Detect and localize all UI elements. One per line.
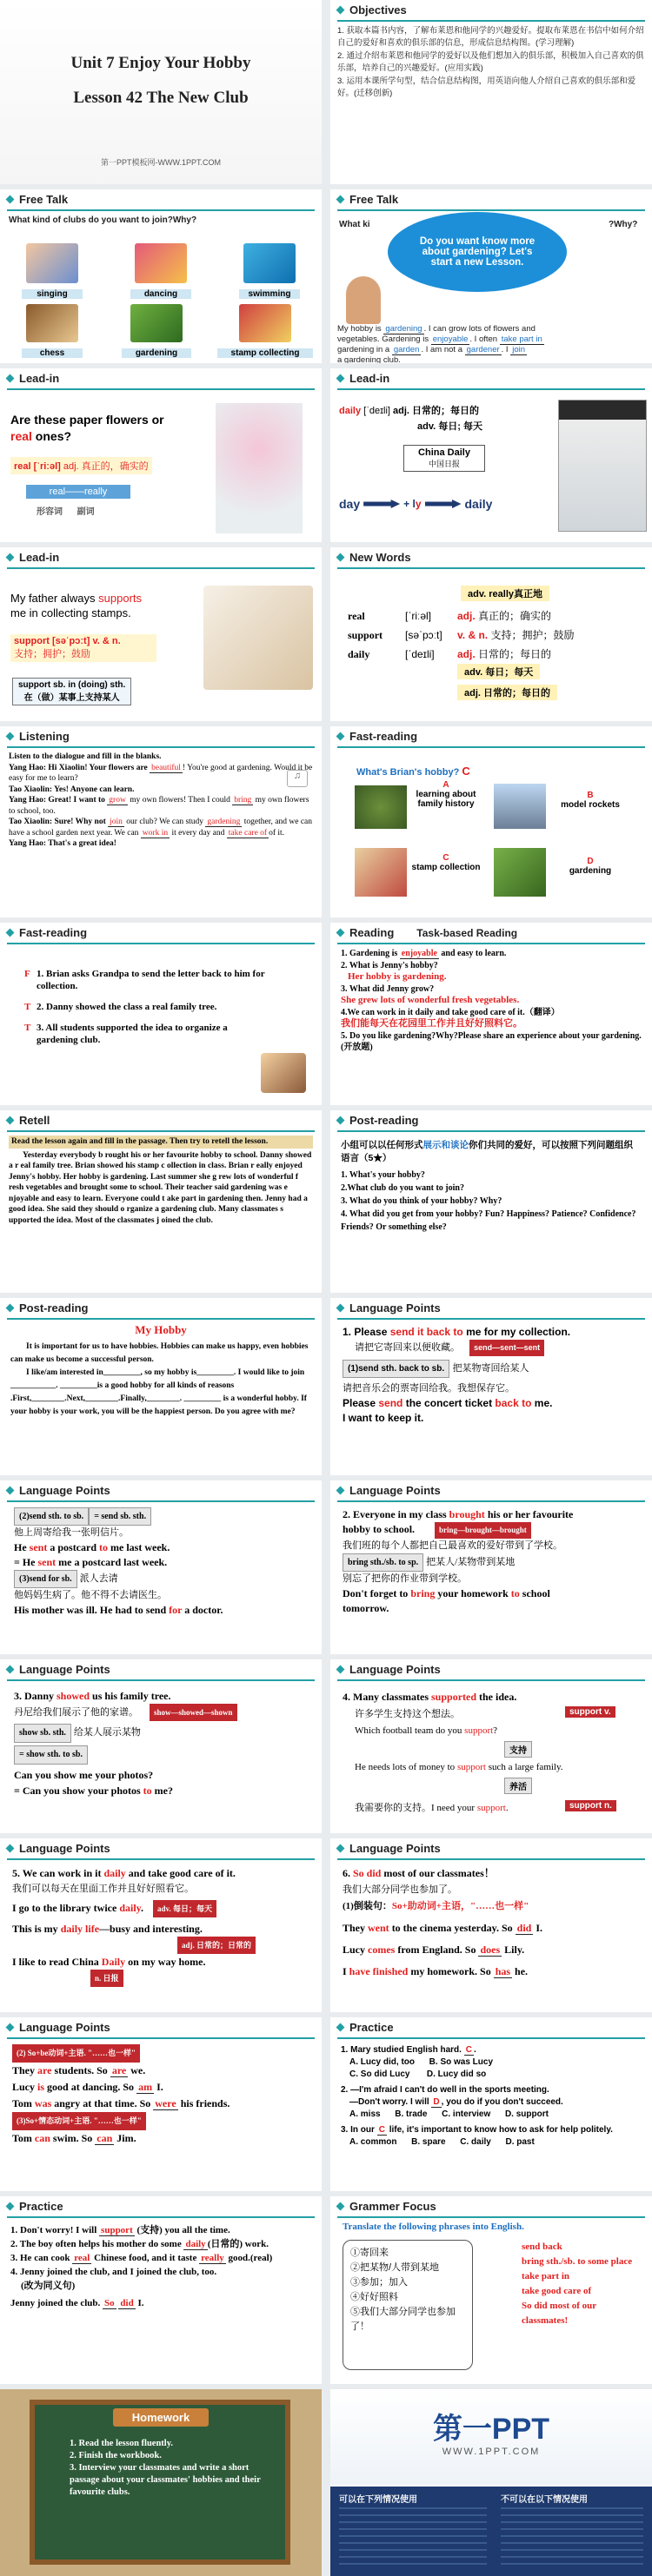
phrase-cn: ③参加；加入 bbox=[350, 2277, 408, 2288]
site-url: WWW.1PPT.COM bbox=[442, 2447, 541, 2457]
speech-bubble: Do you want know more about gardening? Let's start a new Lesson. bbox=[388, 212, 567, 292]
diamond-icon bbox=[6, 374, 15, 383]
diamond-icon bbox=[6, 1665, 15, 1674]
slide-heading: Language Points bbox=[349, 1301, 441, 1314]
answer: real bbox=[74, 2253, 90, 2263]
answer: 我们能每天在花园里工作并且好好照料它。 bbox=[341, 1018, 522, 1029]
slide-language-points-8: Language Points (2) So+be动词+主语. "……也一样" They are students. So are we. Lucy is good at dancing. So am I. Tom was angry at that time. So were his friends. (3)So+情态动词+主语. "……也一样" Tom can swim. So can Jim. bbox=[0, 2017, 322, 2191]
picture-c bbox=[355, 848, 407, 897]
answer: She grew lots of wonderful fresh vegetables. bbox=[341, 995, 520, 1005]
slide-heading: Practice bbox=[349, 2021, 394, 2034]
diamond-icon bbox=[336, 1487, 345, 1495]
dancing-picture bbox=[135, 243, 187, 283]
singing-picture bbox=[26, 243, 78, 283]
phrase-cn: ⑤我们大部分同学也参加了！ bbox=[350, 2307, 456, 2332]
translation: 别忘了把你的作业带到学校。 bbox=[343, 1573, 467, 1584]
objective-1: 1. 获取本篇书内容，了解布莱恩和他同学的兴趣爱好。提取布莱恩在书信中如何介绍自己的爱好和喜欢的俱乐部的信息，形成信息结构图。(学习理解) bbox=[337, 26, 644, 48]
option-letter: A bbox=[442, 780, 449, 790]
plus-l: + l bbox=[403, 498, 416, 510]
meaning-box: 养活 bbox=[504, 1778, 532, 1794]
phonetic: [ˈriːəl] bbox=[405, 610, 431, 622]
phrase-box: (2)send sth. to sb. bbox=[14, 1507, 89, 1526]
answer: did bbox=[120, 2298, 134, 2308]
question: What's Brian's hobby? bbox=[356, 767, 460, 778]
site-watermark: 第一PPT模板网-WWW.1PPT.COM bbox=[101, 158, 221, 167]
listening-instructions: Listen to the dialogue and fill in the blanks. bbox=[9, 752, 162, 761]
slide-heading: Language Points bbox=[349, 1842, 441, 1855]
slide-heading: Language Points bbox=[19, 2021, 110, 2034]
slide-language-points-5: Language Points 4. Many classmates supported the idea. support v. 许多学生支持这个想法。 Which football team do you support? 支持 He needs lots of money to support such a large family. 养活 我需要你的支持。I need your support. support n. bbox=[330, 1659, 652, 1833]
answer: gardening bbox=[207, 818, 241, 826]
slide-heading: Language Points bbox=[19, 1663, 110, 1676]
meaning-box: adv. 每日；每天 bbox=[153, 1900, 216, 1917]
diamond-icon bbox=[336, 1304, 345, 1313]
question-end: ?Why? bbox=[609, 220, 638, 229]
answer: D bbox=[433, 2097, 440, 2107]
answer: support bbox=[101, 2225, 133, 2235]
option-b: model rockets bbox=[561, 800, 620, 810]
option-letter: B bbox=[587, 791, 594, 800]
slide-heading: Free Talk bbox=[349, 193, 399, 206]
translation: 请把它寄回来以便收藏。 bbox=[355, 1342, 460, 1353]
diamond-icon bbox=[336, 374, 345, 383]
answer: grow bbox=[109, 796, 126, 805]
girl-picture bbox=[346, 276, 381, 324]
translation: 我们班的每个人都把自己最喜欢的爱好带到了学校。 bbox=[343, 1540, 562, 1551]
phrase-cn: 把某物寄回给某人 bbox=[452, 1363, 529, 1374]
option-letter: D bbox=[587, 857, 594, 866]
daily-adv: adv. 每日；每天 bbox=[457, 664, 540, 679]
slide-heading: Fast-reading bbox=[349, 730, 418, 743]
pos: v. & n. bbox=[457, 629, 489, 641]
slide-grammar-focus bbox=[330, 2196, 652, 2384]
site-logo: 第一PPT bbox=[432, 2413, 550, 2446]
slide-homework bbox=[0, 2389, 322, 2576]
statement: 3. All students supported the idea to organize a gardening club. bbox=[37, 1023, 228, 1045]
true-false-mark: F bbox=[24, 969, 30, 979]
answer: C bbox=[462, 765, 470, 778]
intro-highlight: 展示和谈论 bbox=[422, 1140, 469, 1150]
diamond-icon bbox=[6, 1116, 15, 1125]
answer: Her hobby is gardening. bbox=[348, 971, 447, 982]
phrase-cn: ④好好照料 bbox=[350, 2292, 398, 2302]
true-false-mark: T bbox=[24, 1023, 31, 1033]
slide-post-reading-2 bbox=[0, 1298, 322, 1475]
objective-3: 3. 运用本课所学句型，结合信息结构图，用英语向他人介绍自己喜欢的俱乐部和爱好。(迁移创新) bbox=[337, 76, 636, 98]
usage-forbidden: 不可以在以下情况使用 bbox=[501, 2495, 588, 2505]
real-really-arrow: real——really bbox=[26, 485, 130, 499]
meaning: 日常的；每日的 bbox=[478, 648, 552, 660]
slide-heading: Grammer Focus bbox=[349, 2200, 436, 2213]
diamond-icon bbox=[336, 2023, 345, 2032]
flowers-picture bbox=[216, 403, 303, 533]
label-singing: singing bbox=[22, 289, 83, 299]
blank-enjoyable: enjoyable bbox=[432, 334, 469, 344]
essay-title: My Hobby bbox=[135, 1323, 187, 1336]
question: 4.We can work in it daily and take good care of it.（翻译） bbox=[341, 1007, 560, 1017]
phrase: support sb. in (doing) sth. bbox=[18, 680, 126, 690]
daily-adj: adj. 日常的；每日的 bbox=[457, 685, 557, 700]
phrase-box: (1)send sth. back to sb. bbox=[343, 1360, 449, 1378]
true-false-mark: T bbox=[24, 1002, 31, 1012]
pronunciation: real [ˈriːəl] bbox=[14, 461, 61, 472]
picture-a bbox=[355, 785, 407, 829]
label-stamp-collecting: stamp collecting bbox=[217, 348, 313, 358]
answer: C bbox=[465, 2045, 472, 2055]
diamond-icon bbox=[6, 929, 15, 937]
diamond-icon bbox=[6, 1487, 15, 1495]
part-of-speech: 形容词 副词 bbox=[37, 507, 95, 517]
slide-heading: Reading bbox=[349, 926, 395, 939]
blank-gardener: gardener bbox=[466, 345, 500, 354]
verb-forms-box: show—showed—shown bbox=[150, 1704, 237, 1721]
rule-box: (2) So+be动词+主语. "……也一样" bbox=[12, 2044, 140, 2063]
slide-language-points-4: Language Points 3. Danny showed us his family tree. 丹尼给我们展示了他的家谱。 show—showed—shown show sb. sth. 给某人展示某物 = show sth. to sb. Can you show me your photos? = Can you show your photos to me? bbox=[0, 1659, 322, 1833]
intro-part-2: 你们共同的爱好，可以按照下列问题组织语言（5★） bbox=[341, 1140, 633, 1163]
diamond-icon bbox=[336, 195, 345, 204]
slide-language-points-2: Language Points (2)send sth. to sb.= send sb. sth. 他上周寄给我一张明信片。 He sent a postcard to me last week. = He sent me a postcard last week. (3)send for sb. 派人去请 他妈妈生病了。他不得不去请医生。 His mother was ill. He had to send for a doctor. bbox=[0, 1480, 322, 1654]
slide-post-reading-1 bbox=[330, 1110, 652, 1293]
phrase-en: take part in bbox=[522, 2271, 569, 2281]
blank-garden: garden bbox=[393, 345, 420, 354]
phrase-box: (3)send for sb. bbox=[14, 1570, 77, 1588]
dialogue-line: Tao Xiaolin: Yes! Anyone can learn. bbox=[9, 785, 135, 794]
definition-adj: adj. 日常的；每日的 bbox=[393, 406, 480, 416]
definition: adj. 真正的，确实的 bbox=[63, 461, 149, 472]
diamond-icon bbox=[336, 1844, 345, 1853]
slide-heading: Objectives bbox=[349, 3, 407, 17]
usage-lines bbox=[339, 2507, 487, 2568]
answer: C bbox=[378, 2125, 385, 2135]
answer: join bbox=[110, 818, 123, 826]
answer: beautiful bbox=[151, 763, 181, 772]
translation: 他妈妈生病了。他不得不去请医生。 bbox=[14, 1590, 167, 1600]
part-of-speech-box: support v. bbox=[565, 1706, 615, 1718]
phrase-en: bring sth./sb. to some place bbox=[522, 2256, 633, 2267]
sentence-part-1: My father always bbox=[10, 592, 99, 605]
slide-language-points-3: Language Points 2. Everyone in my class brought his or her favourite hobby to school. bring—brought—brought 我们班的每个人都把自己最喜欢的爱好带到了学校。 bring sth./sb. to sp. 把某人/某物带到某地 别忘了把你的作业带到学校。 Don't forget to bring your homework to school tomorrow. bbox=[330, 1480, 652, 1654]
answer: So bbox=[104, 2298, 115, 2308]
slide-heading: New Words bbox=[349, 551, 411, 564]
phonetic: [səˈpɔːt] bbox=[405, 629, 442, 641]
definition-adv: adv. 每日; 每天 bbox=[417, 421, 482, 432]
speaker-icon[interactable]: ♫ bbox=[287, 770, 308, 787]
label-gardening: gardening bbox=[122, 348, 191, 358]
slide-heading: Language Points bbox=[349, 1484, 441, 1497]
verb-forms-box: send—sent—sent bbox=[469, 1340, 544, 1356]
cartoon-picture bbox=[261, 1053, 306, 1093]
slide-language-points-7: Language Points 6. So did most of our classmates！ 我们大部分同学也参加了。 (1)倒装句：So+助动词+主语，"……也一样" They went to the cinema yesterday. So did I. Lucy comes from England. So does Lily. I have finished my homework. So has he. bbox=[330, 1838, 652, 2012]
question-part-1: Are these paper flowers or bbox=[10, 413, 164, 427]
intro-part-1: 小组可以以任何形式 bbox=[341, 1140, 423, 1150]
option-letter: C bbox=[442, 853, 449, 863]
really-definition: adv. really真正地 bbox=[461, 586, 549, 601]
label-chess: chess bbox=[22, 348, 83, 358]
answer: enjoyable bbox=[401, 949, 437, 958]
dialogue-line: Yang Hao: That's a great idea! bbox=[9, 839, 116, 848]
newspaper-picture bbox=[558, 400, 647, 532]
instructions: Translate the following phrases into English. bbox=[343, 2222, 524, 2232]
verb-forms-box: bring—brought—brought bbox=[435, 1522, 531, 1539]
word-supports: supports bbox=[98, 592, 143, 605]
word-day: day bbox=[339, 497, 361, 511]
slide-heading: Listening bbox=[19, 730, 70, 743]
slide-heading: Free Talk bbox=[19, 193, 69, 206]
option-a: learning about family history bbox=[416, 790, 476, 809]
paper-name: China Daily bbox=[418, 447, 470, 458]
meaning-box: n. 日报 bbox=[90, 1970, 123, 1987]
pronunciation: [ˈdeɪli] bbox=[361, 406, 394, 416]
diamond-icon bbox=[336, 553, 345, 562]
diamond-icon bbox=[336, 6, 345, 15]
meaning-box: 支持 bbox=[504, 1741, 532, 1758]
slide-title bbox=[0, 0, 322, 184]
question: What kind of clubs do you want to join?Why? bbox=[9, 215, 197, 225]
highlight: send it back to bbox=[389, 1326, 463, 1338]
slide-lead-in-daily bbox=[330, 368, 652, 542]
question-real: real bbox=[10, 429, 32, 443]
sentence-part-2: me in collecting stamps. bbox=[10, 606, 131, 619]
meaning: 真正的；确实的 bbox=[478, 610, 552, 622]
slide-practice-2: Practice 1. Don't worry! I will support (支持) you all the time. 2. The boy often helps his mother do some daily (日常的) work. 3. He can cook real Chinese food, and it taste really good.(real) 4. Jenny joined the club, and I joined the club, too. (改为同义句) Jenny joined the club. So did I. bbox=[0, 2196, 322, 2384]
diamond-icon bbox=[336, 1665, 345, 1674]
definition: 支持；拥护；鼓励 bbox=[14, 649, 90, 659]
answer: really bbox=[201, 2253, 224, 2263]
part-of-speech-box: support n. bbox=[565, 1800, 616, 1811]
word: support bbox=[348, 629, 383, 641]
diamond-icon bbox=[6, 195, 15, 204]
slide-heading: Fast-reading bbox=[19, 926, 88, 939]
diamond-icon bbox=[336, 732, 345, 741]
gardening-picture bbox=[130, 304, 183, 342]
phrase-box: bring sth./sb. to sp. bbox=[343, 1553, 423, 1572]
slide-fast-reading-2 bbox=[0, 923, 322, 1105]
diamond-icon bbox=[6, 553, 15, 562]
phrase-en: send back bbox=[522, 2242, 562, 2252]
picture-d bbox=[494, 848, 546, 897]
word-daily: daily bbox=[339, 406, 362, 416]
question: 3. What do you think of your hobby? Why? bbox=[341, 1196, 502, 1206]
sub-heading: Task-based Reading bbox=[416, 926, 518, 939]
diamond-icon bbox=[336, 2202, 345, 2211]
phrase-box: show sb. sth. bbox=[14, 1724, 71, 1743]
slide-language-points-1: Language Points 1. Please send it back to me for my collection. 请把它寄回来以便收藏。 send—sent—sent (1)send sth. back to sb. 把某物寄回给某人 请把音乐会的票寄回给我。我想保存它。 Please send the concert ticket back to me. I want to keep it. bbox=[330, 1298, 652, 1475]
question: 5. Do you like gardening?Why?Please share an experience about your gardening.(开放题) bbox=[341, 1030, 642, 1052]
swimming-picture bbox=[243, 243, 296, 283]
dialogue-line: Yang Hao: Hi Xiaolin! Your flowers are bbox=[9, 763, 148, 772]
word: daily bbox=[348, 648, 370, 660]
slide-heading: Language Points bbox=[19, 1484, 110, 1497]
slide-listening: Listening Listen to the dialogue and fill in the blanks. Yang Hao: Hi Xiaolin! Your flowers are beautiful ! You're good at gardening. Would it be easy for me to learn? Tao Xiaolin: Yes! Anyone can learn. Yang Hao: Great! I want to grow my own flowers! Then I could bring my own flowers to school, too. Tao Xiaolin: Sure! Why not join our club? We can study gardening together, and we can have a school garden next year. We can work in it every day and take care of of it. Yang Hao: That's a great idea! ♫ bbox=[0, 726, 322, 917]
blank-gardening: gardening bbox=[385, 324, 422, 334]
slide-language-points-6: Language Points 5. We can work in it daily and take good care of it. 我们可以每天在里面工作并且好好照看它。 I go to the library twice daily. adv. 每日；每天 This is my daily life—busy and interesting. adj. 日常的；日常的 I like to read China Daily on my way home. n. 日报 bbox=[0, 1838, 322, 2012]
question: 1. What's your hobby? bbox=[341, 1170, 425, 1180]
phrase-cn: ①寄回来 bbox=[350, 2248, 389, 2258]
pronunciation: support [səˈpɔːt] bbox=[14, 636, 90, 646]
word: real bbox=[348, 610, 365, 622]
homework-item: 2. Finish the workbook. bbox=[70, 2451, 162, 2460]
slide-heading: Lead-in bbox=[19, 372, 60, 385]
phonetic: [ˈdeɪli] bbox=[405, 648, 435, 660]
essay-paragraph: It is important for us to have hobbies. Hobbies can make us happy, even hobbies can make us become a successful person. bbox=[10, 1342, 309, 1364]
lesson-title: Lesson 42 The New Club bbox=[73, 89, 249, 107]
meaning: 支持；拥护；鼓励 bbox=[490, 629, 575, 641]
translation: 许多学生支持这个想法。 bbox=[355, 1709, 460, 1719]
slide-objectives bbox=[330, 0, 652, 184]
slide-fast-reading-1 bbox=[330, 726, 652, 917]
answer: daily bbox=[185, 2239, 206, 2249]
unit-title: Unit 7 Enjoy Your Hobby bbox=[70, 54, 251, 72]
pos: adj. bbox=[457, 610, 476, 622]
word-daily-result: daily bbox=[464, 497, 493, 511]
question: 3. What did Jenny grow? bbox=[341, 983, 435, 994]
question-start: What ki bbox=[339, 220, 370, 229]
slide-lead-in-real bbox=[0, 368, 322, 542]
diamond-icon bbox=[6, 1304, 15, 1313]
stamp-picture bbox=[239, 304, 291, 342]
statement: 1. Brian asks Grandpa to send the letter back to him for collection. bbox=[37, 969, 265, 991]
diamond-icon bbox=[6, 732, 15, 741]
slide-new-words bbox=[330, 547, 652, 721]
letter-y: y bbox=[415, 498, 422, 510]
slide-heading: Language Points bbox=[19, 1842, 110, 1855]
diamond-icon bbox=[6, 1844, 15, 1853]
phrase-box: = show sth. to sb. bbox=[14, 1745, 88, 1765]
option-c: stamp collection bbox=[411, 863, 481, 872]
slide-heading: Retell bbox=[19, 1114, 50, 1127]
objective-2: 2. 通过介绍布莱恩和他同学的爱好以及他们想加入的俱乐部，积极加入自己喜欢的俱乐部，培养自己的兴趣爱好。(应用实践) bbox=[337, 51, 644, 73]
answer: work in bbox=[142, 828, 169, 838]
homework-item: 1. Read the lesson fluently. bbox=[70, 2439, 174, 2448]
slide-retell bbox=[0, 1110, 322, 1293]
usage-allowed: 可以在下列情况使用 bbox=[339, 2495, 417, 2505]
question: 4. What did you get from your hobby? Fun? Happiness? Patience? Confidence? Friends? Or something else? bbox=[341, 1209, 636, 1232]
essay-paragraph: I like/am interested in_________, so my hobby is_________. I would like to join ___________. _________is a good hobby for all kinds of reasons .First,________.Next,________.Finally,________. _________ is a wonderful hobby. If your hobby is your work, you will be the happiest person. Do you agree with me? bbox=[10, 1368, 307, 1416]
rule-box: (3)So+情态动词+主语. "……也一样" bbox=[12, 2112, 146, 2130]
slide-heading: Lead-in bbox=[349, 372, 390, 385]
slide-heading: Lead-in bbox=[19, 551, 60, 564]
usage-lines bbox=[501, 2507, 643, 2568]
part-of-speech: v. & n. bbox=[90, 636, 121, 646]
homework-title: Homework bbox=[113, 2408, 209, 2427]
slide-heading: Post-reading bbox=[349, 1114, 419, 1127]
translation: 他上周寄给我一张明信片。 bbox=[14, 1527, 129, 1538]
meaning-box: adj. 日常的；日常的 bbox=[177, 1937, 256, 1954]
retell-instructions: Read the lesson again and fill in the passage. Then try to retell the lesson. bbox=[9, 1136, 313, 1149]
translation: 请把音乐会的票寄回给我。我想保存它。 bbox=[343, 1383, 515, 1394]
answer: bring bbox=[234, 796, 252, 805]
phrase-cn: 在（做）某事上支持某人 bbox=[23, 693, 120, 703]
phrase-box: = send sb. sth. bbox=[89, 1507, 151, 1526]
slide-heading: Post-reading bbox=[19, 1301, 89, 1314]
chess-picture bbox=[26, 304, 78, 342]
slide-free-talk-2: Free Talk What ki ?Why? Do you want know more about gardening? Let's start a new Lesson. My hobby is gardening . I can grow lots of flowers and vegetables. Gardening is enjoyable . I often take part in gardening in a garden . I am not a gardener . I join a gardening club. bbox=[330, 189, 652, 363]
phrase-cn: ②把某物/人带到某地 bbox=[350, 2262, 440, 2273]
arrow-icon bbox=[363, 500, 400, 508]
question-part-3: ones? bbox=[31, 429, 72, 443]
retell-passage: Yesterday everybody b rought his or her favourite hobby to school. Danny showed a r eal family tree. Brian showed his stamp c ollection in class. Brian r eally enjoyed Jenny's hobby. Her hobby is gardening. Last summer she g rew lots of wonderful f resh vegetables and brought some to school. Their teacher said gardening was e njoyable and easy to learn. Everyone could t ake part in gardening then. Jenny had a good idea. She said they should o rganize a gardening club. Many classmates s upported the idea. Most of the classmates j oined the club. bbox=[9, 1150, 312, 1225]
diamond-icon bbox=[6, 2202, 15, 2211]
answer: take care of bbox=[228, 828, 268, 838]
paper-name-cn: 中国日报 bbox=[428, 460, 460, 468]
diamond-icon bbox=[336, 1116, 345, 1125]
picture-b bbox=[494, 784, 546, 829]
slide-practice-1: Practice 1. Mary studied English hard. C . A. Lucy did, too B. So was Lucy C. So did Lucy D. Lucy did so 2. —I'm afraid I can't do well in the sports meeting. —Don't worry. I will D , you do if you don't succeed. A. miss B. trade C. interview D. support 3. In our C life, it's important to know how to ask for help politely. A. common B. spare C. daily D. past bbox=[330, 2017, 652, 2191]
phrase-en: take good care of bbox=[522, 2286, 592, 2296]
slide-reading: Reading Task-based Reading 1. Gardening is enjoyable and easy to learn. 2. What is Jenny's hobby? Her hobby is gardening. 3. What did Jenny grow? She grew lots of wonderful fresh vegetables. 4.We can work in it daily and take good care of it.（翻译） 我们能每天在花园里工作并且好好照料它。 5. Do you like gardening?Why?Please share an experience about your gardening.(开放题) bbox=[330, 923, 652, 1105]
slide-template-ad bbox=[330, 2389, 652, 2576]
question: 2.What club do you want to join? bbox=[341, 1183, 464, 1193]
diamond-icon bbox=[6, 2023, 15, 2032]
statement: 2. Danny showed the class a real family tree. bbox=[37, 1002, 217, 1012]
arrow-icon bbox=[425, 500, 462, 508]
blank-join: join bbox=[512, 345, 526, 354]
example: I want to keep it. bbox=[343, 1412, 424, 1424]
diamond-icon bbox=[336, 929, 345, 937]
homework-item: 3. Interview your classmates and write a short passage about your classmates' hobbies and their favourite clubs. bbox=[70, 2463, 261, 2497]
slide-heading: Language Points bbox=[349, 1663, 441, 1676]
phrase-en: So did most of our classmates! bbox=[522, 2301, 596, 2326]
slide-lead-in-support bbox=[0, 547, 322, 721]
pos: adj. bbox=[457, 648, 476, 660]
father-son-picture bbox=[203, 586, 313, 690]
label-dancing: dancing bbox=[130, 289, 191, 299]
slide-heading: Practice bbox=[19, 2200, 63, 2213]
question: 2. What is Jenny's hobby? bbox=[341, 960, 438, 970]
blank-take-part-in: take part in bbox=[501, 334, 542, 344]
option-d: gardening bbox=[569, 866, 612, 876]
slide-free-talk-1 bbox=[0, 189, 322, 363]
label-swimming: swimming bbox=[239, 289, 300, 299]
